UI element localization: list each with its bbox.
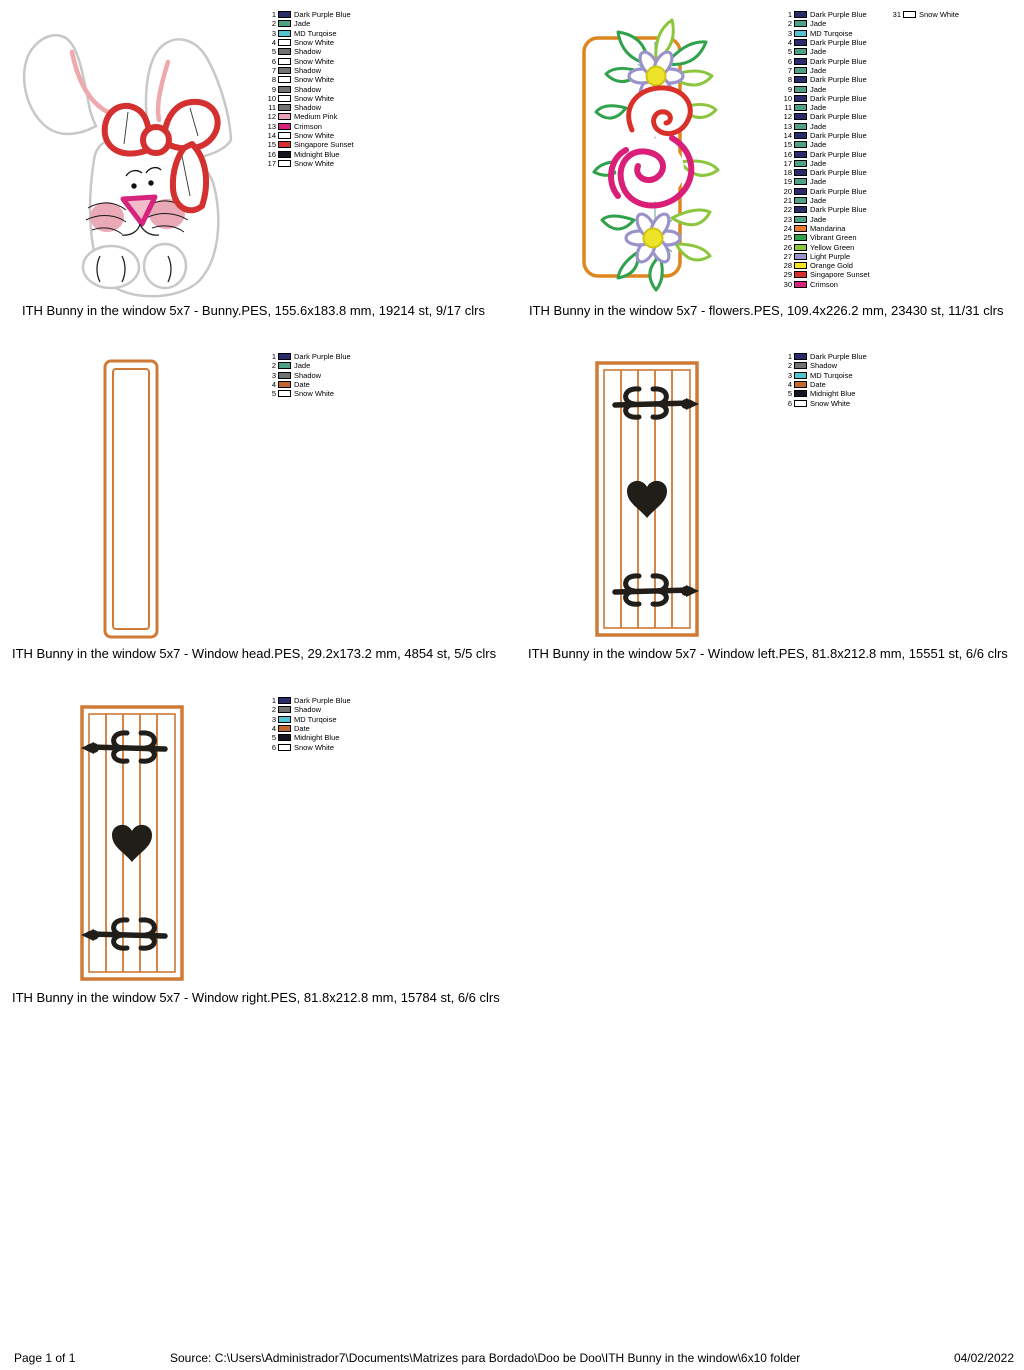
- color-row: [263, 94, 354, 103]
- color-number: 3: [271, 28, 276, 38]
- color-name: Midnight Blue: [810, 389, 856, 399]
- color-swatch: [794, 132, 807, 139]
- color-name: MD Turqoise: [294, 714, 337, 724]
- color-number: 26: [783, 242, 792, 252]
- color-name: Dark Purple Blue: [810, 131, 867, 140]
- color-name: Date: [294, 724, 310, 734]
- color-number: 28: [783, 261, 792, 271]
- color-row: [779, 205, 870, 214]
- color-number: 11: [784, 103, 792, 113]
- color-name: Crimson: [294, 121, 322, 131]
- color-swatch: [278, 381, 291, 388]
- color-swatch: [278, 20, 291, 27]
- color-name: Dark Purple Blue: [810, 352, 867, 362]
- color-list-flowers-col2: [888, 10, 959, 19]
- color-name: MD Turqoise: [294, 28, 337, 38]
- color-name: Snow White: [294, 389, 335, 399]
- color-name: Singapore Sunset: [294, 140, 354, 150]
- caption-bunny: ITH Bunny in the window 5x7 - Bunny.PES, 155.6x183.8 mm, 19214 st, 9/17 clrs: [22, 303, 485, 318]
- color-swatch: [794, 141, 807, 148]
- color-row: [263, 56, 354, 65]
- color-row: [779, 140, 870, 149]
- color-row: [779, 122, 870, 131]
- color-number: 8: [271, 75, 276, 85]
- color-row: [263, 140, 354, 149]
- color-number: 14: [267, 131, 276, 140]
- color-name: Dark Purple Blue: [294, 10, 351, 20]
- color-swatch: [794, 30, 807, 37]
- color-number: 10: [267, 93, 276, 103]
- color-swatch: [278, 362, 291, 369]
- color-number: 17: [267, 158, 276, 168]
- color-number: 29: [783, 270, 792, 280]
- color-row: [779, 103, 870, 112]
- color-number: 9: [271, 84, 276, 94]
- color-name: Crimson: [810, 279, 838, 289]
- color-swatch: [278, 67, 291, 74]
- color-number: 19: [783, 177, 792, 187]
- color-number: 25: [783, 233, 792, 243]
- color-number: 4: [271, 380, 276, 390]
- color-row: [779, 75, 870, 84]
- color-row: [779, 131, 870, 140]
- color-number: 2: [271, 19, 276, 29]
- color-name: Dark Purple Blue: [810, 205, 867, 215]
- color-swatch: [278, 390, 291, 397]
- color-row: [779, 352, 867, 361]
- color-name: Dark Purple Blue: [810, 149, 867, 159]
- color-swatch: [794, 151, 807, 158]
- color-number: 14: [783, 131, 792, 140]
- color-name: Yellow Green: [810, 242, 855, 252]
- color-swatch: [794, 169, 807, 176]
- color-swatch: [278, 86, 291, 93]
- color-row: [779, 389, 867, 398]
- color-swatch: [794, 197, 807, 204]
- color-name: Snow White: [294, 158, 335, 168]
- color-name: Medium Pink: [294, 112, 338, 122]
- color-row: [779, 261, 870, 270]
- color-row: [779, 19, 870, 28]
- color-row: [779, 149, 870, 158]
- color-number: 22: [783, 205, 792, 215]
- color-name: Jade: [294, 361, 311, 371]
- color-number: 5: [787, 389, 792, 399]
- color-row: [779, 361, 867, 370]
- color-swatch: [794, 281, 807, 288]
- color-swatch: [794, 225, 807, 232]
- color-name: Jade: [810, 47, 827, 57]
- color-row: [779, 196, 870, 205]
- color-swatch: [794, 178, 807, 185]
- color-number: 27: [783, 251, 792, 261]
- color-row: [779, 177, 870, 186]
- color-name: Shadow: [294, 705, 322, 715]
- color-row: [779, 47, 870, 56]
- color-row: [779, 84, 870, 93]
- color-name: Jade: [810, 65, 827, 75]
- color-swatch: [278, 95, 291, 102]
- color-number: 1: [787, 10, 792, 20]
- color-swatch: [794, 86, 807, 93]
- color-row: [779, 187, 870, 196]
- color-swatch: [278, 716, 291, 723]
- color-row: [263, 131, 354, 140]
- color-swatch: [278, 353, 291, 360]
- color-row: [263, 733, 351, 742]
- color-number: 23: [783, 214, 792, 224]
- color-swatch: [278, 113, 291, 120]
- daisy-center: [644, 229, 663, 248]
- color-swatch: [794, 234, 807, 241]
- color-row: [263, 159, 354, 168]
- color-number: 1: [271, 696, 276, 706]
- color-number: 7: [271, 65, 276, 75]
- color-number: 10: [783, 93, 792, 103]
- color-number: 5: [271, 389, 276, 399]
- color-name: Shadow: [294, 65, 322, 75]
- color-number: 24: [783, 223, 792, 233]
- color-number: 8: [787, 75, 792, 85]
- color-number: 15: [267, 140, 276, 150]
- color-row: [779, 224, 870, 233]
- color-swatch: [794, 353, 807, 360]
- color-swatch: [794, 216, 807, 223]
- color-name: Jade: [810, 214, 827, 224]
- footer-page-number: Page 1 of 1: [14, 1351, 76, 1365]
- color-swatch: [794, 262, 807, 269]
- color-row: [263, 19, 354, 28]
- color-swatch: [794, 390, 807, 397]
- color-name: Jade: [810, 158, 827, 168]
- daisy-center: [647, 67, 666, 86]
- color-number: 5: [271, 733, 276, 743]
- color-number: 12: [783, 112, 792, 122]
- color-row: [779, 270, 870, 279]
- window-head-design-image: [100, 358, 162, 640]
- color-row: [263, 371, 351, 380]
- color-swatch: [278, 697, 291, 704]
- color-swatch: [794, 381, 807, 388]
- color-name: Snow White: [294, 38, 335, 48]
- color-name: Singapore Sunset: [810, 270, 870, 280]
- color-name: Dark Purple Blue: [810, 10, 867, 20]
- color-name: Dark Purple Blue: [810, 38, 867, 48]
- color-name: Dark Purple Blue: [294, 352, 351, 362]
- color-number: 7: [787, 65, 792, 75]
- color-swatch: [278, 706, 291, 713]
- color-swatch: [794, 206, 807, 213]
- color-name: Shadow: [294, 103, 322, 113]
- color-number: 1: [271, 352, 276, 362]
- color-name: Shadow: [294, 47, 322, 57]
- color-name: Vibrant Green: [810, 233, 857, 243]
- color-number: 11: [268, 103, 276, 113]
- color-row: [779, 398, 867, 407]
- color-swatch: [794, 104, 807, 111]
- color-row: [779, 66, 870, 75]
- color-number: 13: [783, 121, 792, 131]
- caption-window-right: ITH Bunny in the window 5x7 - Window right.PES, 81.8x212.8 mm, 15784 st, 6/6 clrs: [12, 990, 500, 1005]
- color-row: [779, 242, 870, 251]
- color-list-window-right: [263, 696, 351, 752]
- color-number: 12: [267, 112, 276, 122]
- color-name: Light Purple: [810, 251, 851, 261]
- color-number: 2: [271, 361, 276, 371]
- color-name: Jade: [810, 19, 827, 29]
- color-name: Snow White: [810, 398, 851, 408]
- color-name: Dark Purple Blue: [294, 696, 351, 706]
- color-row: [779, 168, 870, 177]
- color-row: [263, 47, 354, 56]
- color-swatch: [794, 253, 807, 260]
- color-number: 16: [267, 149, 276, 159]
- color-name: Dark Purple Blue: [810, 93, 867, 103]
- color-swatch: [794, 58, 807, 65]
- color-name: MD Turqoise: [810, 28, 853, 38]
- color-row: [779, 380, 867, 389]
- color-name: Snow White: [919, 10, 960, 20]
- color-name: Mandarina: [810, 223, 846, 233]
- color-number: 3: [787, 370, 792, 380]
- color-number: 3: [271, 370, 276, 380]
- color-row: [263, 29, 354, 38]
- color-name: Date: [294, 380, 310, 390]
- color-number: 5: [787, 47, 792, 57]
- color-row: [263, 715, 351, 724]
- color-number: 4: [787, 38, 792, 48]
- color-name: Snow White: [294, 742, 335, 752]
- color-row: [779, 280, 870, 289]
- color-row: [263, 122, 354, 131]
- color-name: MD Turqoise: [810, 370, 853, 380]
- footer-date: 04/02/2022: [953, 1351, 1014, 1365]
- color-number: 20: [783, 186, 792, 196]
- color-number: 6: [271, 56, 276, 66]
- color-number: 16: [783, 149, 792, 159]
- color-row: [263, 352, 351, 361]
- color-swatch: [278, 141, 291, 148]
- color-row: [779, 371, 867, 380]
- color-swatch: [278, 160, 291, 167]
- color-number: 5: [271, 47, 276, 57]
- color-swatch: [794, 188, 807, 195]
- window-head-inner-frame: [113, 369, 149, 629]
- color-list-flowers: [779, 10, 870, 289]
- color-name: Dark Purple Blue: [810, 75, 867, 85]
- color-swatch: [794, 244, 807, 251]
- color-row: [263, 389, 351, 398]
- color-swatch: [794, 20, 807, 27]
- color-swatch: [278, 725, 291, 732]
- color-row: [779, 94, 870, 103]
- color-name: Dark Purple Blue: [810, 56, 867, 66]
- color-row: [779, 10, 870, 19]
- flowers-design-image: [568, 12, 773, 297]
- color-number: 3: [787, 28, 792, 38]
- color-name: Dark Purple Blue: [810, 112, 867, 122]
- color-swatch: [903, 11, 916, 18]
- color-swatch: [794, 76, 807, 83]
- color-swatch: [794, 11, 807, 18]
- color-swatch: [278, 151, 291, 158]
- color-row: [779, 159, 870, 168]
- color-row: [263, 724, 351, 733]
- color-swatch: [278, 58, 291, 65]
- color-number: 9: [787, 84, 792, 94]
- color-swatch: [794, 160, 807, 167]
- color-row: [263, 380, 351, 389]
- color-number: 4: [271, 38, 276, 48]
- color-row: [779, 233, 870, 242]
- color-swatch: [794, 372, 807, 379]
- color-number: 6: [787, 398, 792, 408]
- color-row: [263, 75, 354, 84]
- color-number: 4: [271, 724, 276, 734]
- color-list-bunny: [263, 10, 354, 168]
- color-number: 1: [787, 352, 792, 362]
- color-swatch: [278, 132, 291, 139]
- color-name: Dark Purple Blue: [810, 168, 867, 178]
- color-swatch: [794, 123, 807, 130]
- color-name: Jade: [810, 177, 827, 187]
- color-name: Dark Purple Blue: [810, 186, 867, 196]
- color-row: [779, 252, 870, 261]
- color-swatch: [794, 400, 807, 407]
- color-row: [888, 10, 959, 19]
- color-name: Jade: [294, 19, 311, 29]
- caption-window-head: ITH Bunny in the window 5x7 - Window head.PES, 29.2x173.2 mm, 4854 st, 5/5 clrs: [12, 646, 497, 661]
- color-name: Shadow: [294, 84, 322, 94]
- color-row: [263, 103, 354, 112]
- color-swatch: [278, 76, 291, 83]
- color-swatch: [278, 123, 291, 130]
- color-name: Snow White: [294, 93, 335, 103]
- color-swatch: [278, 39, 291, 46]
- color-row: [263, 696, 351, 705]
- color-number: 1: [271, 10, 276, 20]
- color-row: [779, 38, 870, 47]
- color-number: 15: [783, 140, 792, 150]
- color-number: 2: [787, 19, 792, 29]
- color-row: [263, 112, 354, 121]
- color-name: Snow White: [294, 56, 335, 66]
- color-name: Jade: [810, 196, 827, 206]
- color-row: [263, 38, 354, 47]
- color-number: 13: [267, 121, 276, 131]
- color-row: [779, 215, 870, 224]
- color-swatch: [278, 30, 291, 37]
- color-swatch: [278, 48, 291, 55]
- color-name: Shadow: [810, 361, 838, 371]
- color-number: 6: [271, 742, 276, 752]
- bunny-design-image: [10, 10, 260, 300]
- color-swatch: [278, 11, 291, 18]
- color-name: Date: [810, 380, 826, 390]
- color-swatch: [278, 372, 291, 379]
- color-number: 6: [787, 56, 792, 66]
- color-number: 18: [783, 168, 792, 178]
- color-name: Shadow: [294, 370, 322, 380]
- color-name: Jade: [810, 103, 827, 113]
- color-number: 2: [787, 361, 792, 371]
- color-name: Snow White: [294, 131, 335, 140]
- color-number: 3: [271, 714, 276, 724]
- color-swatch: [794, 95, 807, 102]
- color-row: [263, 742, 351, 751]
- color-number: 30: [783, 279, 792, 289]
- color-row: [263, 149, 354, 158]
- color-row: [779, 112, 870, 121]
- color-swatch: [794, 113, 807, 120]
- color-number: 2: [271, 705, 276, 715]
- color-row: [263, 84, 354, 93]
- window-right-design-image: [70, 702, 195, 984]
- color-swatch: [278, 104, 291, 111]
- color-name: Midnight Blue: [294, 149, 340, 159]
- color-row: [263, 66, 354, 75]
- color-number: 17: [783, 158, 792, 168]
- color-row: [263, 361, 351, 370]
- color-row: [779, 29, 870, 38]
- color-row: [263, 705, 351, 714]
- color-row: [263, 10, 354, 19]
- color-row: [779, 56, 870, 65]
- color-name: Midnight Blue: [294, 733, 340, 743]
- color-name: Jade: [810, 121, 827, 131]
- color-swatch: [794, 39, 807, 46]
- color-number: 4: [787, 380, 792, 390]
- footer-source-path: Source: C:\Users\Administrador7\Documents\Matrizes para Bordado\Doo be Doo\ITH Bunny in the window\6x10 folder: [170, 1351, 801, 1365]
- color-swatch: [794, 362, 807, 369]
- color-list-window-left: [779, 352, 867, 408]
- caption-flowers: ITH Bunny in the window 5x7 - flowers.PES, 109.4x226.2 mm, 23430 st, 11/31 clrs: [529, 303, 1004, 318]
- color-swatch: [278, 744, 291, 751]
- rose-red: [629, 87, 691, 137]
- color-list-window-head: [263, 352, 351, 398]
- caption-window-left: ITH Bunny in the window 5x7 - Window left.PES, 81.8x212.8 mm, 15551 st, 6/6 clrs: [528, 646, 1008, 661]
- color-name: Orange Gold: [810, 261, 853, 271]
- window-left-design-image: [585, 358, 710, 640]
- color-name: Snow White: [294, 75, 335, 85]
- color-swatch: [278, 734, 291, 741]
- color-swatch: [794, 271, 807, 278]
- color-name: Jade: [810, 140, 827, 150]
- color-swatch: [794, 67, 807, 74]
- bow-knot: [143, 127, 169, 153]
- color-number: 21: [783, 196, 792, 206]
- color-name: Jade: [810, 84, 827, 94]
- color-swatch: [794, 48, 807, 55]
- color-number: 31: [892, 10, 901, 20]
